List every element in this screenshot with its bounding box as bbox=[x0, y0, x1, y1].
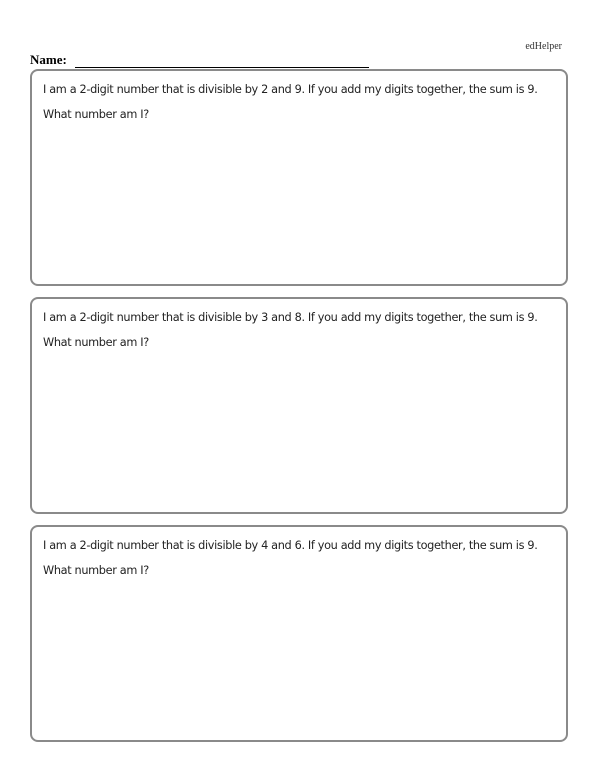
problem-text-2: I am a 2-digit number that is divisible by 3 and 8. If you add my digits together, the sum is 9. What number am I? bbox=[43, 311, 538, 349]
problem-text-1: I am a 2-digit number that is divisible by 2 and 9. If you add my digits together, the sum is 9. What number am I? bbox=[43, 83, 538, 121]
problem-box-1[interactable] bbox=[30, 69, 568, 286]
problem-box-3[interactable] bbox=[30, 525, 568, 742]
problem-text-3: I am a 2-digit number that is divisible by 4 and 6. If you add my digits together, the sum is 9. What number am I? bbox=[43, 539, 538, 577]
brand-label: edHelper bbox=[525, 41, 562, 52]
name-row bbox=[30, 52, 369, 68]
name-label: Name: bbox=[30, 52, 67, 67]
name-input-line[interactable] bbox=[75, 55, 369, 68]
problem-box-2[interactable] bbox=[30, 297, 568, 514]
